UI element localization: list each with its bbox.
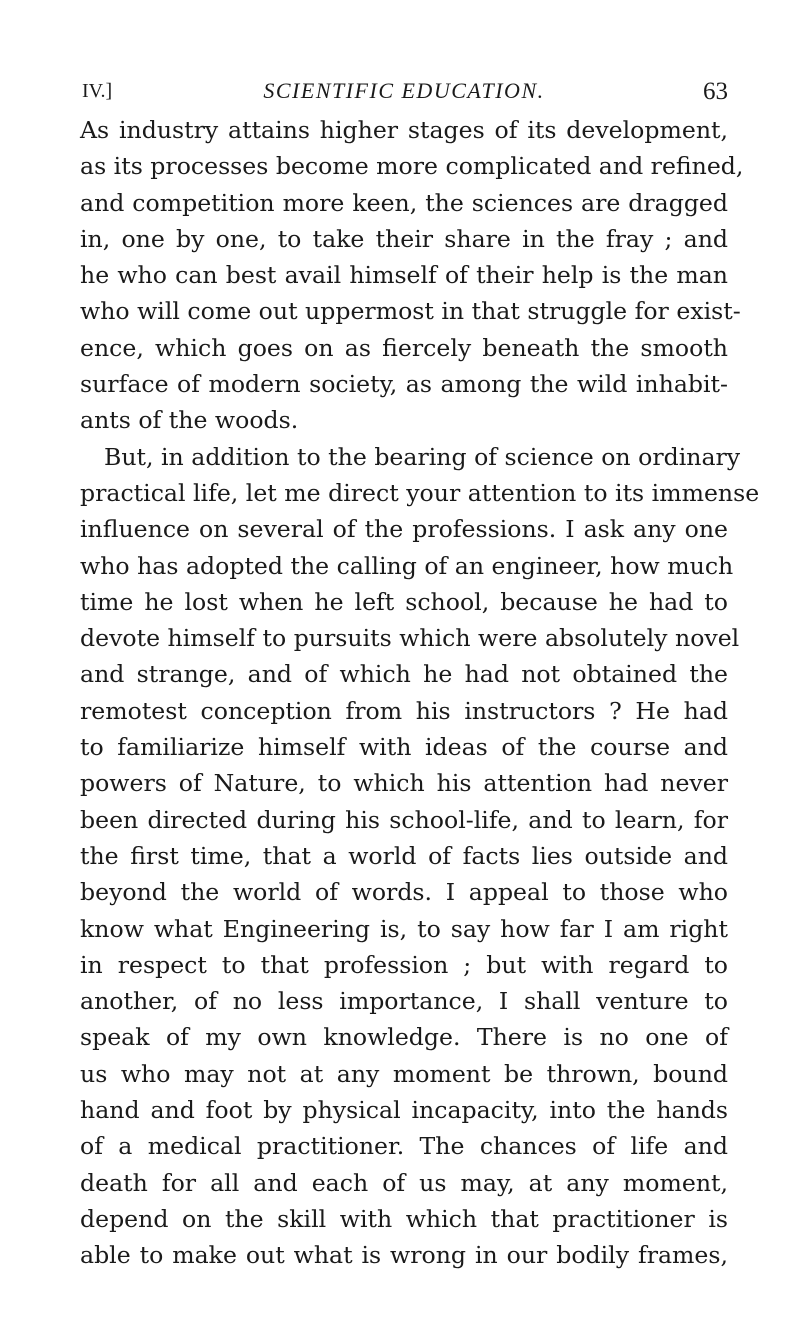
text-line: of a medical practitioner. The chances of life and <box>80 1132 728 1161</box>
paragraph-2 <box>80 439 760 1274</box>
running-head <box>80 78 728 112</box>
text-line: beyond the world of words. I appeal to those who <box>80 878 728 907</box>
text-line: powers of Nature, to which his attention had never <box>80 769 728 798</box>
book-page <box>80 78 760 1274</box>
text-line: surface of modern society, as among the wild inhabit- <box>80 370 728 399</box>
text-line: practical life, let me direct your attention to its immense <box>80 478 760 507</box>
body-text <box>80 112 760 1274</box>
text-line: death for all and each of us may, at any moment, <box>80 1168 728 1197</box>
text-line: devote himself to pursuits which were absolutely novel <box>80 624 740 653</box>
chapter-marker: IV.] <box>82 80 113 102</box>
text-line: and strange, and of which he had not obtained the <box>80 660 728 689</box>
text-line: hand and foot by physical incapacity, into the hands <box>80 1096 728 1125</box>
text-line: depend on the skill with which that practitioner is <box>80 1204 728 1233</box>
text-line: the first time, that a world of facts lies outside and <box>80 841 728 870</box>
text-line: us who may not at any moment be thrown, bound <box>80 1059 728 1088</box>
text-line: As industry attains higher stages of its development, <box>80 116 728 144</box>
text-line: able to make out what is wrong in our bodily frames, <box>80 1241 728 1270</box>
text-line: to familiarize himself with ideas of the course and <box>80 733 728 762</box>
text-line: ence, which goes on as fiercely beneath the smooth <box>80 333 728 362</box>
text-line: who has adopted the calling of an engineer, how much <box>80 551 734 580</box>
text-line: who will come out uppermost in that struggle for exist- <box>80 297 741 326</box>
text-line: time he lost when he left school, because he had to <box>80 587 728 616</box>
text-line: influence on several of the professions. I ask any one <box>80 515 728 544</box>
page-number: 63 <box>703 78 728 105</box>
text-line: ants of the woods. <box>80 406 299 435</box>
text-line: been directed during his school-life, and to learn, for <box>80 805 728 834</box>
text-line: another, of no less importance, I shall venture to <box>80 987 728 1016</box>
text-line: in respect to that profession ; but with regard to <box>80 950 728 979</box>
text-line: remotest conception from his instructors ? He had <box>80 696 728 725</box>
paragraph-1 <box>80 112 744 439</box>
text-line: in, one by one, to take their share in the fray ; and <box>80 224 728 253</box>
text-line: But, in addition to the bearing of science on ordinary <box>104 442 741 471</box>
text-line: and competition more keen, the sciences are dragged <box>80 188 728 217</box>
text-line: as its processes become more complicated and refined, <box>80 152 744 181</box>
text-line: speak of my own knowledge. There is no one of <box>80 1023 728 1052</box>
text-line: know what Engineering is, to say how far I am right <box>80 914 728 943</box>
text-line: he who can best avail himself of their help is the man <box>80 261 728 290</box>
running-title: SCIENTIFIC EDUCATION. <box>263 78 545 103</box>
